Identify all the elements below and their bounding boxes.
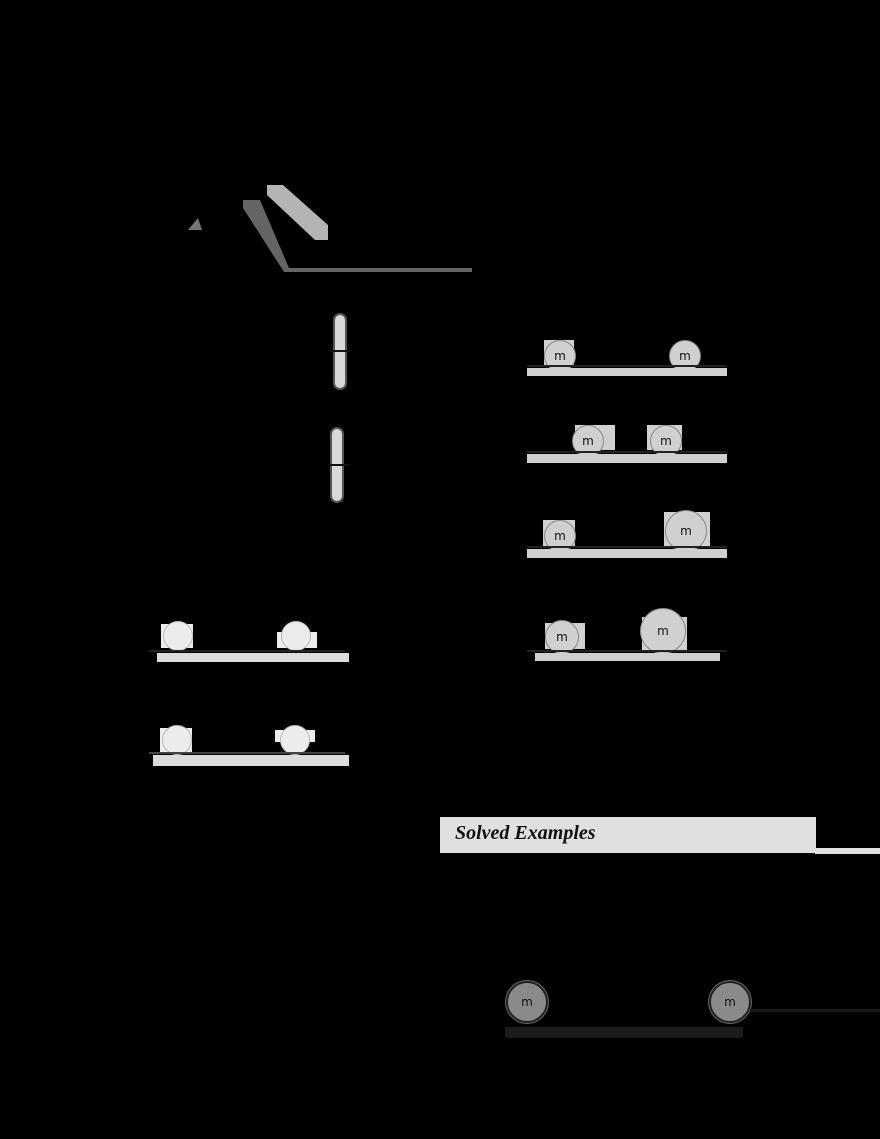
track-rail [527, 451, 727, 453]
ball-right [281, 621, 311, 651]
ball-right-large [640, 608, 686, 654]
ball-left [162, 725, 192, 755]
track-base [527, 368, 727, 376]
rod-midline-2 [328, 464, 350, 466]
section-banner-rule [815, 848, 880, 854]
track-rail [527, 650, 727, 652]
ball-mass-label: m [554, 529, 566, 543]
track-rail [149, 650, 345, 652]
incline-diagram-icon [180, 180, 480, 280]
ball-mass-label: m [660, 434, 672, 448]
ball-mass-label: m [657, 624, 669, 638]
example-figure [500, 975, 880, 1045]
ball-left [506, 981, 548, 1023]
small-wedge-icon [188, 218, 202, 230]
collision-figure-3 [527, 508, 727, 560]
track-rail [149, 752, 345, 754]
rod-midline-1 [330, 350, 350, 352]
track-rail [527, 546, 727, 548]
ball-right [280, 725, 310, 755]
collision-figure-1 [527, 335, 727, 380]
track-base [527, 549, 727, 558]
section-title: Solved Examples [455, 822, 596, 844]
ball-right [709, 981, 751, 1023]
ball-mass-label: m [680, 524, 692, 538]
collision-figure-2 [527, 420, 727, 465]
ball-mass-label: m [724, 995, 736, 1009]
left-collision-figure-2 [145, 718, 355, 768]
track-base [157, 653, 349, 662]
example-rule [750, 1009, 880, 1012]
ball-mass-label: m [679, 349, 691, 363]
track-base [527, 454, 727, 463]
ball-mass-label: m [521, 995, 533, 1009]
incline-figure [180, 180, 480, 280]
ball-mass-label: m [556, 630, 568, 644]
left-collision-figure-1 [145, 615, 355, 665]
example-base [505, 1027, 743, 1038]
ball-left [545, 620, 579, 654]
ball-left [163, 621, 193, 651]
track-rail [527, 365, 727, 367]
collision-figure-4 [527, 605, 727, 663]
ball-mass-label: m [582, 434, 594, 448]
track-base [535, 653, 720, 661]
track-base [153, 755, 349, 766]
ball-mass-label: m [554, 349, 566, 363]
